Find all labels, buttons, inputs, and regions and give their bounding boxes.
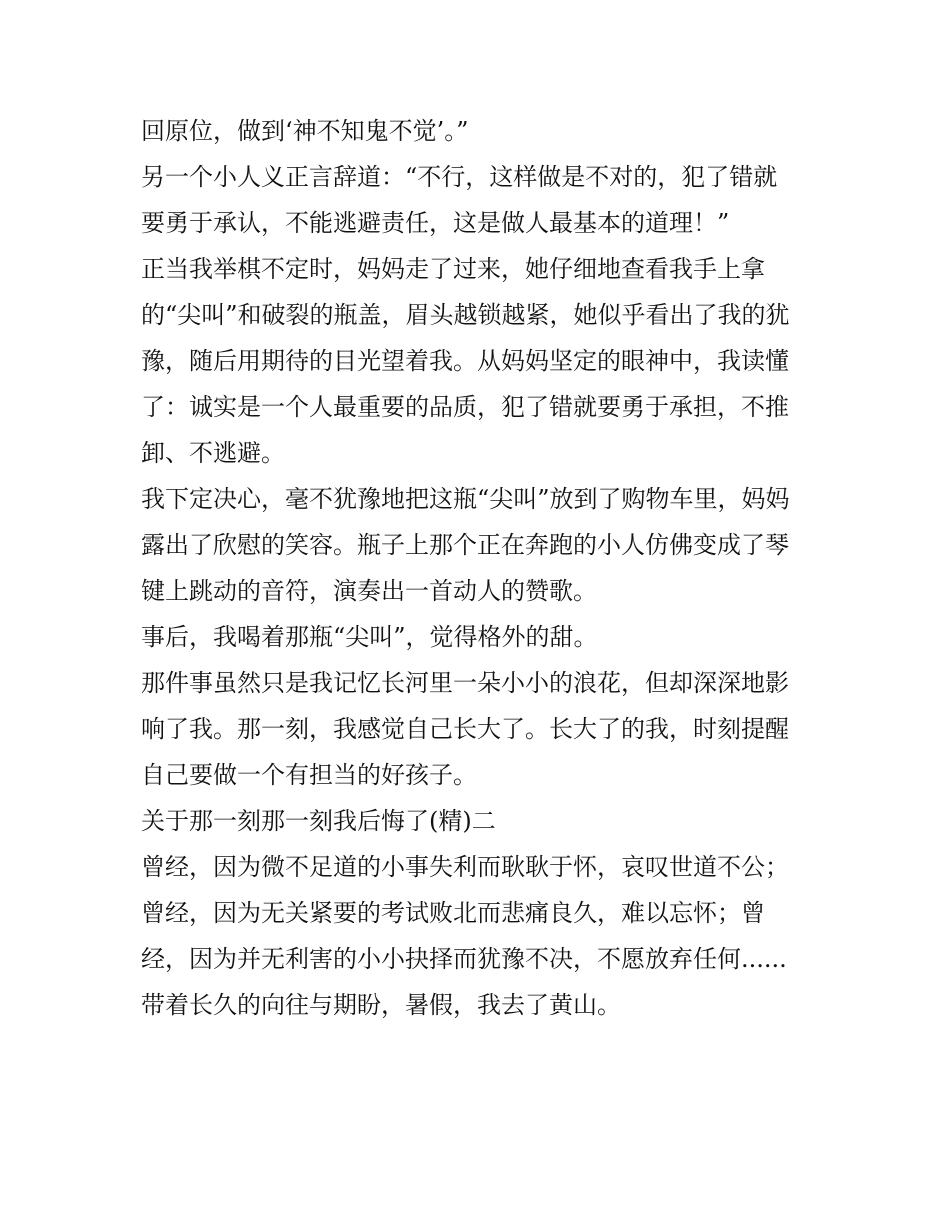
text-line: 露出了欣慰的笑容。瓶子上那个正在奔跑的小人仿佛变成了琴 xyxy=(141,531,789,559)
text-line: 响了我。那一刻，我感觉自己长大了。长大了的我，时刻提醒 xyxy=(141,715,789,743)
text-line: 我下定决心，毫不犹豫地把这瓶“尖叫”放到了购物车里，妈妈 xyxy=(141,485,790,513)
text-line: 那件事虽然只是我记忆长河里一朵小小的浪花，但却深深地影 xyxy=(141,669,789,697)
text-line: 事后，我喝着那瓶“尖叫”，觉得格外的甜。 xyxy=(141,623,598,651)
text-line: 自己要做一个有担当的好孩子。 xyxy=(141,761,477,789)
text-line: 键上跳动的音符，演奏出一首动人的赞歌。 xyxy=(141,577,597,605)
essay-text xyxy=(141,108,821,1028)
text-line: 卸、不逃避。 xyxy=(141,439,285,467)
text-line: 豫，随后用期待的目光望着我。从妈妈坚定的眼神中，我读懂 xyxy=(141,347,789,375)
text-line: 带着长久的向往与期盼，暑假，我去了黄山。 xyxy=(141,991,621,1019)
text-line: 经，因为并无利害的小小抉择而犹豫不决，不愿放弃任何...... xyxy=(141,945,787,973)
text-line: 的“尖叫”和破裂的瓶盖，眉头越锁越紧，她似乎看出了我的犹 xyxy=(141,301,790,329)
text-line: 要勇于承认，不能逃避责任，这是做人最基本的道理！” xyxy=(141,209,730,237)
section-heading: 关于那一刻那一刻我后悔了(精)二 xyxy=(141,807,496,835)
text-line: 曾经，因为无关紧要的考试败北而悲痛良久，难以忘怀；曾 xyxy=(141,899,765,927)
text-line: 了：诚实是一个人最重要的品质，犯了错就要勇于承担，不推 xyxy=(141,393,789,421)
text-line: 另一个小人义正言辞道：“不行，这样做是不对的，犯了错就 xyxy=(141,163,778,191)
text-line: 回原位，做到‘神不知鬼不觉’。” xyxy=(141,117,469,145)
text-line: 曾经，因为微不足道的小事失利而耿耿于怀，哀叹世道不公； xyxy=(141,853,789,881)
text-line: 正当我举棋不定时，妈妈走了过来，她仔细地查看我手上拿 xyxy=(141,255,765,283)
